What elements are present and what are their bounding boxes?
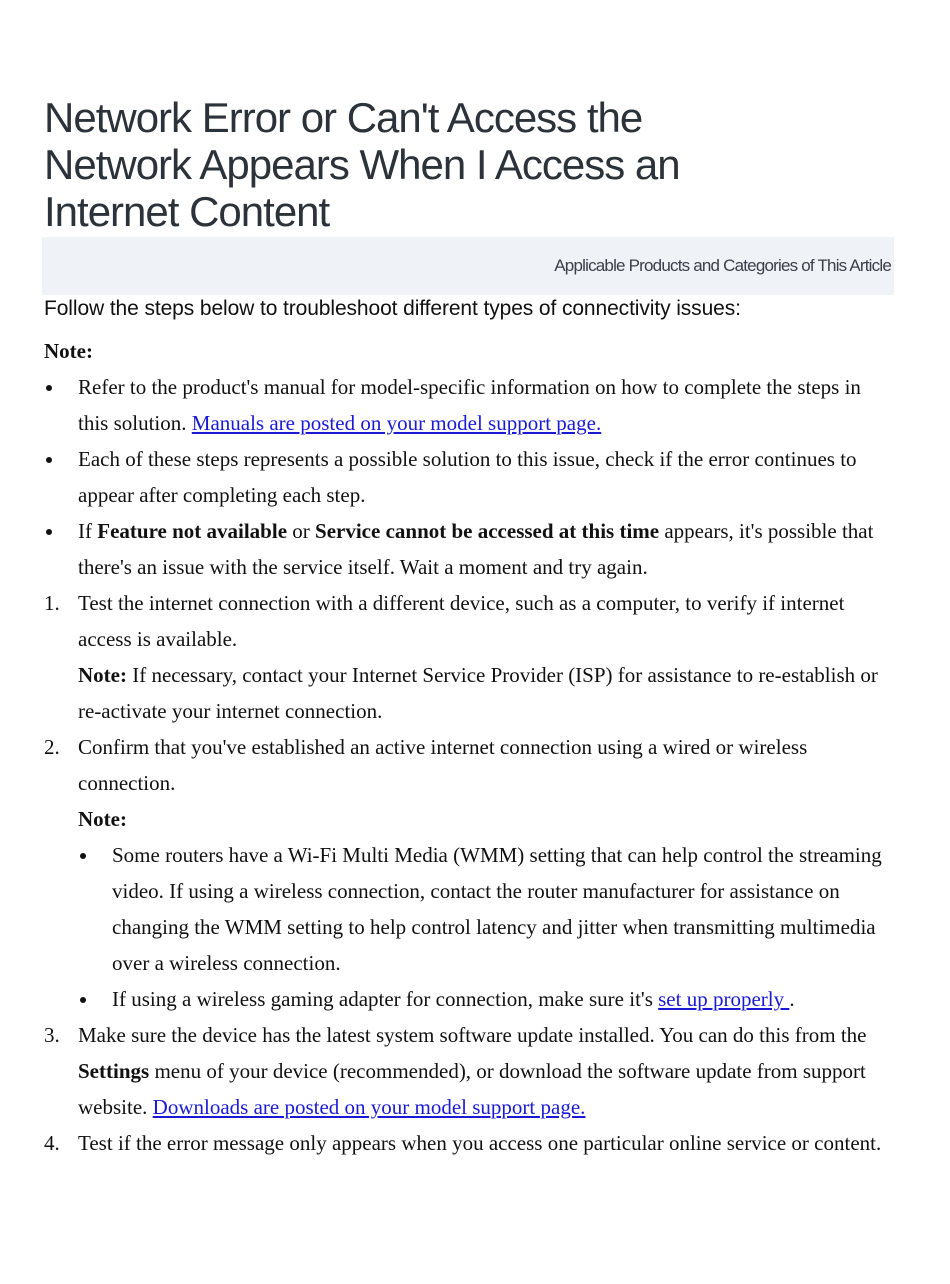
article-body [44,333,894,1161]
list-item [44,513,894,585]
step-2-number: 2. [44,735,60,759]
article [44,94,894,1161]
step-3-pre: Make sure the device has the latest system software update installed. You can do this from the [78,1023,867,1047]
step-1 [44,585,894,729]
list-item [78,981,894,1017]
applicable-products-label[interactable]: Applicable Products and Categories of This Article [554,256,891,275]
note-3-mid: or [287,519,316,543]
step-1-note-text: If necessary, contact your Internet Service Provider (ISP) for assistance to re-establish or re-activate your internet connection. [78,663,878,723]
wmm-note-text: Some routers have a Wi-Fi Multi Media (WMM) setting that can help control the streaming video. If using a wireless connection, contact the router manufacturer for assistance on changing the WMM setting to help control latency and jitter when transmitting multimedia over a wireless connection. [112,843,882,975]
bullet-icon [46,529,52,535]
downloads-link[interactable]: Downloads are posted on your model support page. [152,1095,586,1119]
bullet-icon [46,457,52,463]
intro-text: Follow the steps below to troubleshoot different types of connectivity issues: [44,297,741,320]
gaming-adapter-end: . [789,987,795,1011]
step-3-number: 3. [44,1023,60,1047]
note-2-text: Each of these steps represents a possible solution to this issue, check if the error continues to appear after completing each step. [78,447,857,507]
gaming-adapter-text: If using a wireless gaming adapter for connection, make sure it's [112,987,659,1011]
bullet-icon [80,853,86,859]
step-2-note-label-text: Note: [78,807,127,831]
step-1-number: 1. [44,591,60,615]
list-item [44,441,894,513]
step-1-note-label: Note: [78,663,127,687]
service-cannot-be-accessed-text: Service cannot be accessed at this time [315,519,660,543]
step-4 [44,1125,894,1161]
note-3-post: appears, it's possible that there's an issue with the service itself. Wait a moment and try again. [78,519,874,579]
bullet-icon [46,385,52,391]
step-2-note-label [78,801,894,837]
steps-list [44,585,894,1161]
step-2-text: Confirm that you've established an active internet connection using a wired or wireless connection. [78,735,808,795]
set-up-properly-link[interactable]: set up properly [658,987,790,1011]
step-1-note [78,657,894,729]
step-3 [44,1017,894,1125]
list-item [78,837,894,981]
step-4-number: 4. [44,1131,60,1155]
manuals-link[interactable]: Manuals are posted on your model support page. [191,411,602,435]
note-1-text: Refer to the product's manual for model-specific information on how to complete the steps in this solution. [78,375,861,435]
bullet-icon [80,997,86,1003]
article-title: Network Error or Can't Access the Network Appears When I Access an Internet Content [44,94,680,235]
note-list [44,369,894,585]
step-1-text: Test the internet connection with a different device, such as a computer, to verify if internet access is available. [78,591,845,651]
step-3-post: menu of your device (recommended), or download the software update from support website. [78,1059,866,1119]
step-4-text: Test if the error message only appears when you access one particular online service or content. [78,1131,882,1155]
settings-text: Settings [78,1059,150,1083]
step-2-sub-list [78,837,894,1017]
feature-not-available-text: Feature not available [97,519,288,543]
applicable-products-bar[interactable] [42,237,894,295]
note-3-pre: If [78,519,98,543]
list-item [44,369,894,441]
note-heading: Note: [44,339,93,363]
step-2 [44,729,894,1017]
